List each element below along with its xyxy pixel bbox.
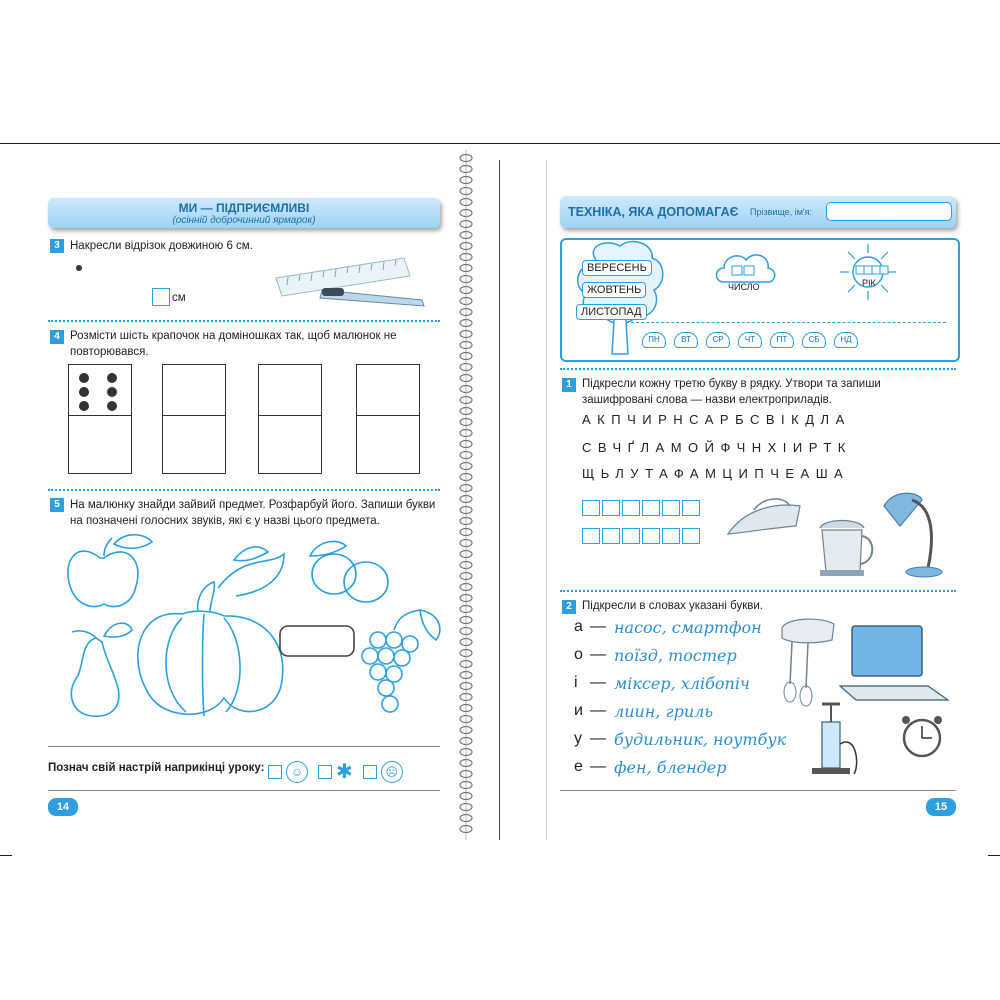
letter-row: АКПЧИРНСАРБСВІКДЛА (582, 412, 851, 427)
weekday-label[interactable]: СБ (802, 332, 826, 348)
unit-label: см (172, 292, 186, 304)
task-number: 5 (50, 498, 64, 512)
dash: — (590, 674, 606, 691)
divider (560, 368, 956, 370)
answer-frame (280, 626, 354, 656)
crop-mark (988, 855, 1000, 856)
footer-line (560, 790, 956, 791)
word-pair: міксер, хлібопіч (614, 674, 750, 693)
start-point (76, 265, 82, 271)
answer-cells[interactable] (582, 528, 702, 544)
dash: — (590, 646, 606, 663)
page-number: 14 (48, 798, 78, 816)
page-title: ТЕХНІКА, ЯКА ДОПОМАГАЄ (568, 205, 739, 219)
page-number: 15 (926, 798, 956, 816)
vowel-letter: у (574, 730, 582, 747)
divider (48, 320, 440, 322)
task-number: 2 (562, 600, 576, 614)
task-text: Накресли відрізок довжиною 6 см. (70, 240, 253, 252)
sun-icon (834, 242, 904, 302)
right-page (556, 150, 960, 830)
domino-tile[interactable] (258, 364, 322, 474)
footer-line (48, 790, 440, 791)
page-subtitle: (осінній доброчинний ярмарок) (172, 215, 316, 226)
vowel-letter: е (574, 758, 583, 775)
word-pair: будильник, ноутбук (614, 730, 787, 749)
dash: — (590, 758, 606, 775)
page-edge (499, 160, 500, 840)
word-pair: лиин, гриль (614, 702, 714, 721)
task-number: 4 (50, 330, 64, 344)
vowel-letter: а (574, 618, 583, 635)
name-field[interactable] (826, 202, 952, 221)
month-label[interactable]: ЛИСТОПАД (576, 304, 647, 320)
word-pair: насос, смартфон (614, 618, 762, 637)
happy-face-icon: ☺ (286, 761, 308, 783)
divider (48, 746, 440, 747)
task-number: 3 (50, 239, 64, 253)
left-page (40, 150, 448, 830)
domino-tile[interactable] (162, 364, 226, 474)
mood-prompt: Познач свій настрій наприкінці уроку: (48, 762, 265, 774)
answer-box[interactable] (152, 288, 170, 306)
grass-line (626, 322, 946, 323)
task-text: На малюнку знайди зайвий предмет. Розфарбуй його. Запиши букви на позначені голосних звуків, які є у назві цього предмета. (70, 499, 436, 527)
month-label[interactable]: ЖОВТЕНЬ (582, 282, 646, 298)
dash: — (590, 730, 606, 747)
devices-illustration (776, 614, 960, 782)
domino-tile[interactable] (356, 364, 420, 474)
spiral-rings (456, 152, 476, 842)
dash: — (590, 702, 606, 719)
page-title: МИ — ПІДПРИЄМЛИВІ (178, 201, 310, 215)
mood-checkbox[interactable] (268, 765, 282, 779)
calendar-panel (560, 238, 960, 362)
mood-selector (268, 759, 403, 784)
weekday-label[interactable]: ПТ (770, 332, 794, 348)
domino-tile[interactable] (68, 364, 132, 474)
word-pair: фен, блендер (614, 758, 727, 777)
task-text: Підкресли кожну третю букву в рядку. Утвори та запиши зашифровані слова — назви електроприладів. (582, 378, 881, 406)
mood-checkbox[interactable] (363, 765, 377, 779)
crop-mark (0, 855, 12, 856)
vowel-letter: и (574, 702, 583, 719)
vowel-letter: і (574, 674, 578, 691)
dash: — (590, 618, 606, 635)
vowel-letter: о (574, 646, 583, 663)
letter-row: СВЧҐЛАМОЙФЧНХІИРТК (582, 440, 852, 455)
top-border-line (0, 143, 1000, 144)
task-number: 1 (562, 378, 576, 392)
task-text: Розмісти шість крапочок на доміношках так, щоб малюнок не повторювався. (70, 330, 397, 358)
page-edge (546, 160, 547, 840)
mood-checkbox[interactable] (318, 765, 332, 779)
name-label: Прізвище, ім'я: (750, 207, 812, 217)
letter-row: ЩЬЛУТАФАМЦИПЧЕАША (582, 466, 850, 481)
ruler-pen-illustration (272, 250, 432, 310)
weekday-label[interactable]: ВТ (674, 332, 698, 348)
weekday-label[interactable]: ЧТ (738, 332, 762, 348)
neutral-leaf-icon: ✱ (336, 761, 353, 783)
sad-face-icon: ☹ (381, 761, 403, 783)
word-pair: поїзд, тостер (614, 646, 737, 665)
answer-cells[interactable] (582, 500, 702, 516)
weekday-label[interactable]: НД (834, 332, 858, 348)
weekday-label[interactable]: СР (706, 332, 730, 348)
weekday-label[interactable]: ПН (642, 332, 666, 348)
left-header (48, 198, 440, 228)
task-text: Підкресли в словах указані букви. (582, 600, 763, 612)
divider (48, 489, 440, 491)
sun-label: РІК (862, 278, 876, 288)
appliances-illustration (724, 480, 954, 580)
month-label[interactable]: ВЕРЕСЕНЬ (582, 260, 652, 276)
fruit-illustration (48, 530, 444, 730)
divider (560, 590, 956, 592)
cloud-label: ЧИСЛО (728, 282, 760, 292)
right-header (560, 196, 956, 228)
